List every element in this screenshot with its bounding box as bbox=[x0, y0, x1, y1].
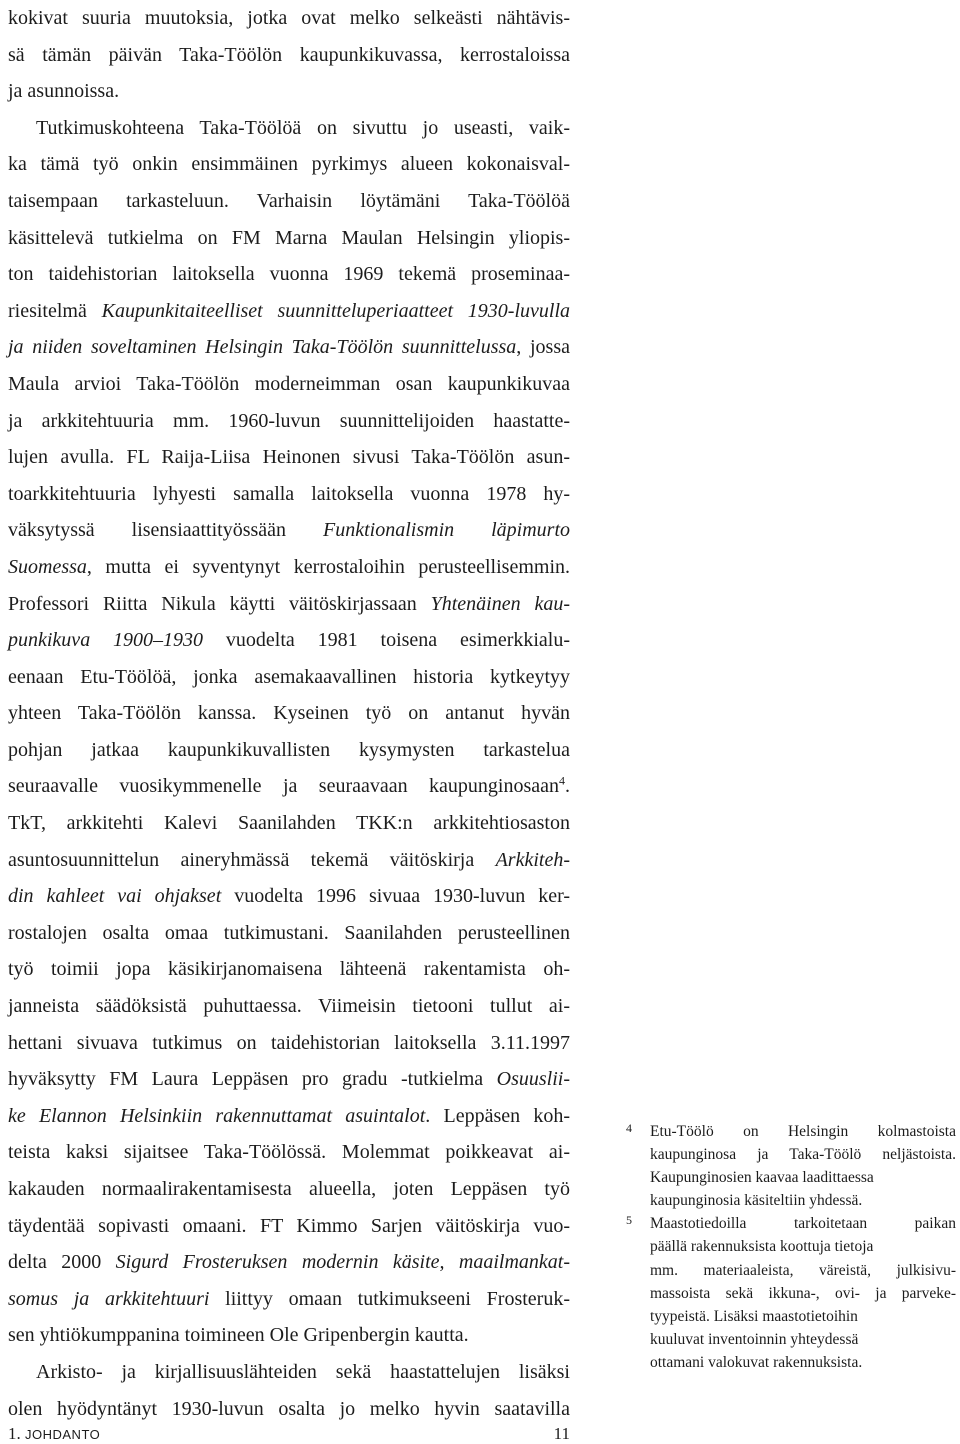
chapter-title: JOHDANTO bbox=[25, 1427, 101, 1442]
text-segment: kakauden normaalirakentamisesta alueella, joten Leppäsen työ bbox=[8, 1178, 570, 1200]
text-segment: kokivat suuria muutoksia, jotka ovat melko selkeästi nähtävis- bbox=[8, 7, 570, 29]
text-segment: ja arkkitehtuuria mm. 1960-luvun suunnittelijoiden haastatte- bbox=[8, 409, 570, 432]
text-segment: hettani sivuava tutkimus on taidehistorian laitoksella 3.11.1997 bbox=[8, 1031, 570, 1054]
text-segment: riesitelmä bbox=[8, 299, 102, 322]
italic-title: Sigurd Frosteruksen modernin käsite, maailmankat- bbox=[115, 1251, 571, 1274]
text-line bbox=[8, 439, 570, 476]
chapter-label bbox=[8, 1424, 100, 1444]
italic-title: ja niiden soveltaminen Helsingin Taka-Töölön suunnittelussa bbox=[8, 336, 517, 359]
text-line bbox=[8, 805, 570, 842]
footnote-number: 4 bbox=[626, 1121, 632, 1135]
text-segment: delta 2000 bbox=[8, 1251, 116, 1274]
text-line bbox=[8, 0, 570, 37]
text-segment: ka tämä työ onkin ensimmäinen pyrkimys alueen kokonaisval- bbox=[8, 153, 570, 176]
text-segment: teista kaksi sijaitsee Taka-Töölössä. Molemmat poikkeavat ai- bbox=[8, 1141, 570, 1164]
text-segment: väksytyssä lisensiaattityössään bbox=[8, 519, 324, 542]
footnote-line: ottamani valokuvat rakennuksista. bbox=[650, 1353, 863, 1371]
text-line bbox=[8, 659, 570, 696]
text-segment: sen yhtiökumppanina toimineen Ole Gripenbergin kautta. bbox=[8, 1324, 469, 1347]
text-segment: sä tämän päivän Taka-Töölön kaupunkikuvassa, kerrostaloissa bbox=[8, 43, 570, 66]
footnote bbox=[626, 1212, 956, 1374]
text-line bbox=[8, 220, 570, 257]
text-line bbox=[8, 1134, 570, 1171]
text-segment: lujen avulla. FL Raija-Liisa Heinonen sivusi Taka-Töölön asun- bbox=[8, 446, 570, 469]
text-line bbox=[8, 1317, 570, 1354]
page-footer bbox=[8, 1424, 570, 1444]
body-text bbox=[8, 0, 570, 1427]
text-line bbox=[8, 476, 570, 513]
italic-title: Osuuslii- bbox=[496, 1068, 570, 1091]
text-line bbox=[8, 732, 570, 769]
text-segment: vuodelta 1981 toisena esimerkkialu- bbox=[203, 629, 571, 652]
text-line bbox=[8, 293, 570, 330]
text-line bbox=[8, 622, 570, 659]
italic-title: Suomessa bbox=[8, 555, 87, 578]
text-segment: käsittelevä tutkielma on FM Marna Maulan Helsingin yliopis- bbox=[8, 226, 570, 249]
footnote-number: 5 bbox=[626, 1213, 632, 1228]
text-line bbox=[8, 329, 570, 366]
footnote-ref: 4 bbox=[559, 773, 565, 788]
text-line bbox=[8, 1061, 570, 1098]
footnote-line: massoista sekä ikkuna-, ovi- ja parveke- bbox=[650, 1284, 956, 1302]
footnote-line: kaupunginosia käsiteltiin yhdessä. bbox=[650, 1192, 863, 1210]
text-line bbox=[8, 73, 570, 110]
text-segment: . Leppäsen koh- bbox=[425, 1104, 570, 1127]
text-line bbox=[8, 403, 570, 440]
chapter-number: 1. bbox=[8, 1424, 21, 1443]
footnote-line: Kaupunginosien kaavaa laadittaessa bbox=[650, 1169, 874, 1187]
text-line bbox=[8, 37, 570, 74]
footnote-line: kaupunginosa ja Taka-Töölö neljästoista. bbox=[650, 1146, 956, 1164]
text-segment: Tutkimuskohteena Taka-Töölöä on sivuttu jo useasti, vaik- bbox=[36, 116, 570, 139]
text-line bbox=[8, 1244, 570, 1281]
text-segment: Maula arvioi Taka-Töölön moderneimman osan kaupunkikuvaa bbox=[8, 372, 570, 395]
text-segment: yhteen Taka-Töölön kanssa. Kyseinen työ on antanut hyvän bbox=[8, 702, 570, 725]
page-number: 11 bbox=[553, 1424, 570, 1443]
text-segment: olen hyödyntänyt 1930-luvun osalta jo melko hyvin saatavilla bbox=[8, 1397, 570, 1420]
text-line bbox=[8, 110, 570, 147]
footnote bbox=[626, 1120, 956, 1212]
text-segment: , mutta ei syventynyt kerrostaloihin perusteellisemmin. bbox=[86, 555, 570, 578]
footnote-line: Etu-Töölö on Helsingin kolmastoista bbox=[650, 1123, 956, 1140]
italic-title: Kaupunkitaiteelliset suunnitteluperiaatteet 1930-luvulla bbox=[101, 299, 571, 322]
text-line bbox=[8, 1098, 570, 1135]
text-line bbox=[8, 878, 570, 915]
footnote-line: Maastotiedoilla tarkoitetaan paikan bbox=[650, 1215, 956, 1233]
text-line bbox=[8, 842, 570, 879]
text-segment: janneista säädöksistä puhuttaessa. Viimeisin tietooni tullut ai- bbox=[8, 995, 570, 1018]
text-line bbox=[8, 988, 570, 1025]
text-segment: työ toimii jopa käsikirjanomaisena lähteenä rakentamista oh- bbox=[8, 958, 570, 981]
text-segment: , jossa bbox=[516, 336, 570, 359]
italic-title: ke Elannon Helsinkiin rakennuttamat asuintalot bbox=[8, 1104, 426, 1127]
text-line bbox=[8, 1391, 570, 1428]
text-line bbox=[8, 1208, 570, 1245]
text-line bbox=[8, 1025, 570, 1062]
text-segment: TkT, arkkitehti Kalevi Saanilahden TKK:n arkkitehtiosaston bbox=[8, 812, 570, 835]
italic-title: din kahleet vai ohjakset bbox=[8, 885, 222, 908]
text-line bbox=[8, 512, 570, 549]
text-segment: rostalojen osalta omaa tutkimustani. Saanilahden perusteellinen bbox=[8, 921, 570, 944]
text-line bbox=[8, 256, 570, 293]
text-line bbox=[8, 768, 570, 805]
text-line bbox=[8, 695, 570, 732]
text-line bbox=[8, 549, 570, 586]
text-segment: toarkkitehtuuria lyhyesti samalla laitoksella vuonna 1978 hy- bbox=[8, 482, 570, 505]
italic-title: somus ja arkkitehtuuri bbox=[8, 1287, 210, 1310]
text-line bbox=[8, 183, 570, 220]
text-segment: asuntosuunnittelun aineryhmässä tekemä väitöskirja bbox=[8, 848, 496, 871]
text-segment: Arkisto- ja kirjallisuuslähteiden sekä haastattelujen lisäksi bbox=[36, 1360, 570, 1383]
text-line bbox=[8, 146, 570, 183]
text-segment: täydentää sopivasti omaani. FT Kimmo Sarjen väitöskirja vuo- bbox=[8, 1214, 570, 1237]
italic-title: Funktionalismin läpimurto bbox=[323, 519, 571, 542]
text-line bbox=[8, 1354, 570, 1391]
text-segment: . bbox=[565, 775, 570, 798]
italic-title: Arkkiteh- bbox=[495, 848, 570, 871]
text-segment: ton taidehistorian laitoksella vuonna 1969 tekemä proseminaa- bbox=[8, 263, 570, 286]
text-segment: seuraavalle vuosikymmenelle ja seuraavaan kaupunginosaan bbox=[8, 775, 559, 798]
text-line bbox=[8, 586, 570, 623]
text-line bbox=[8, 1171, 570, 1208]
text-segment: vuodelta 1996 sivuaa 1930-luvun ker- bbox=[221, 885, 570, 908]
footnotes bbox=[626, 1120, 956, 1374]
text-line bbox=[8, 915, 570, 952]
text-line bbox=[8, 951, 570, 988]
footnote-line: kuuluvat inventoinnin yhteydessä bbox=[650, 1330, 859, 1348]
text-segment: eenaan Etu-Töölöä, jonka asemakaavallinen historia kytkeytyy bbox=[8, 665, 570, 688]
text-segment: liittyy omaan tutkimukseeni Frosteruk- bbox=[209, 1287, 570, 1310]
italic-title: punkikuva 1900–1930 bbox=[8, 629, 204, 652]
footnote-line: tyypeistä. Lisäksi maastotietoihin bbox=[650, 1307, 858, 1325]
footnote-line: päällä rakennuksista koottuja tietoja bbox=[650, 1238, 874, 1256]
text-line bbox=[8, 1281, 570, 1318]
text-line bbox=[8, 366, 570, 403]
text-segment: pohjan jatkaa kaupunkikuvallisten kysymysten tarkastelua bbox=[8, 738, 570, 761]
text-segment: Professori Riitta Nikula käytti väitöskirjassaan bbox=[8, 592, 431, 615]
italic-title: Yhtenäinen kau- bbox=[430, 592, 571, 615]
text-segment: hyväksytty FM Laura Leppäsen pro gradu -tutkielma bbox=[8, 1068, 497, 1091]
text-segment: taisempaan tarkasteluun. Varhaisin löytämäni Taka-Töölöä bbox=[8, 189, 570, 212]
footnote-line: mm. materiaaleista, väreistä, julkisivu- bbox=[650, 1261, 956, 1279]
text-segment: ja asunnoissa. bbox=[8, 80, 120, 103]
